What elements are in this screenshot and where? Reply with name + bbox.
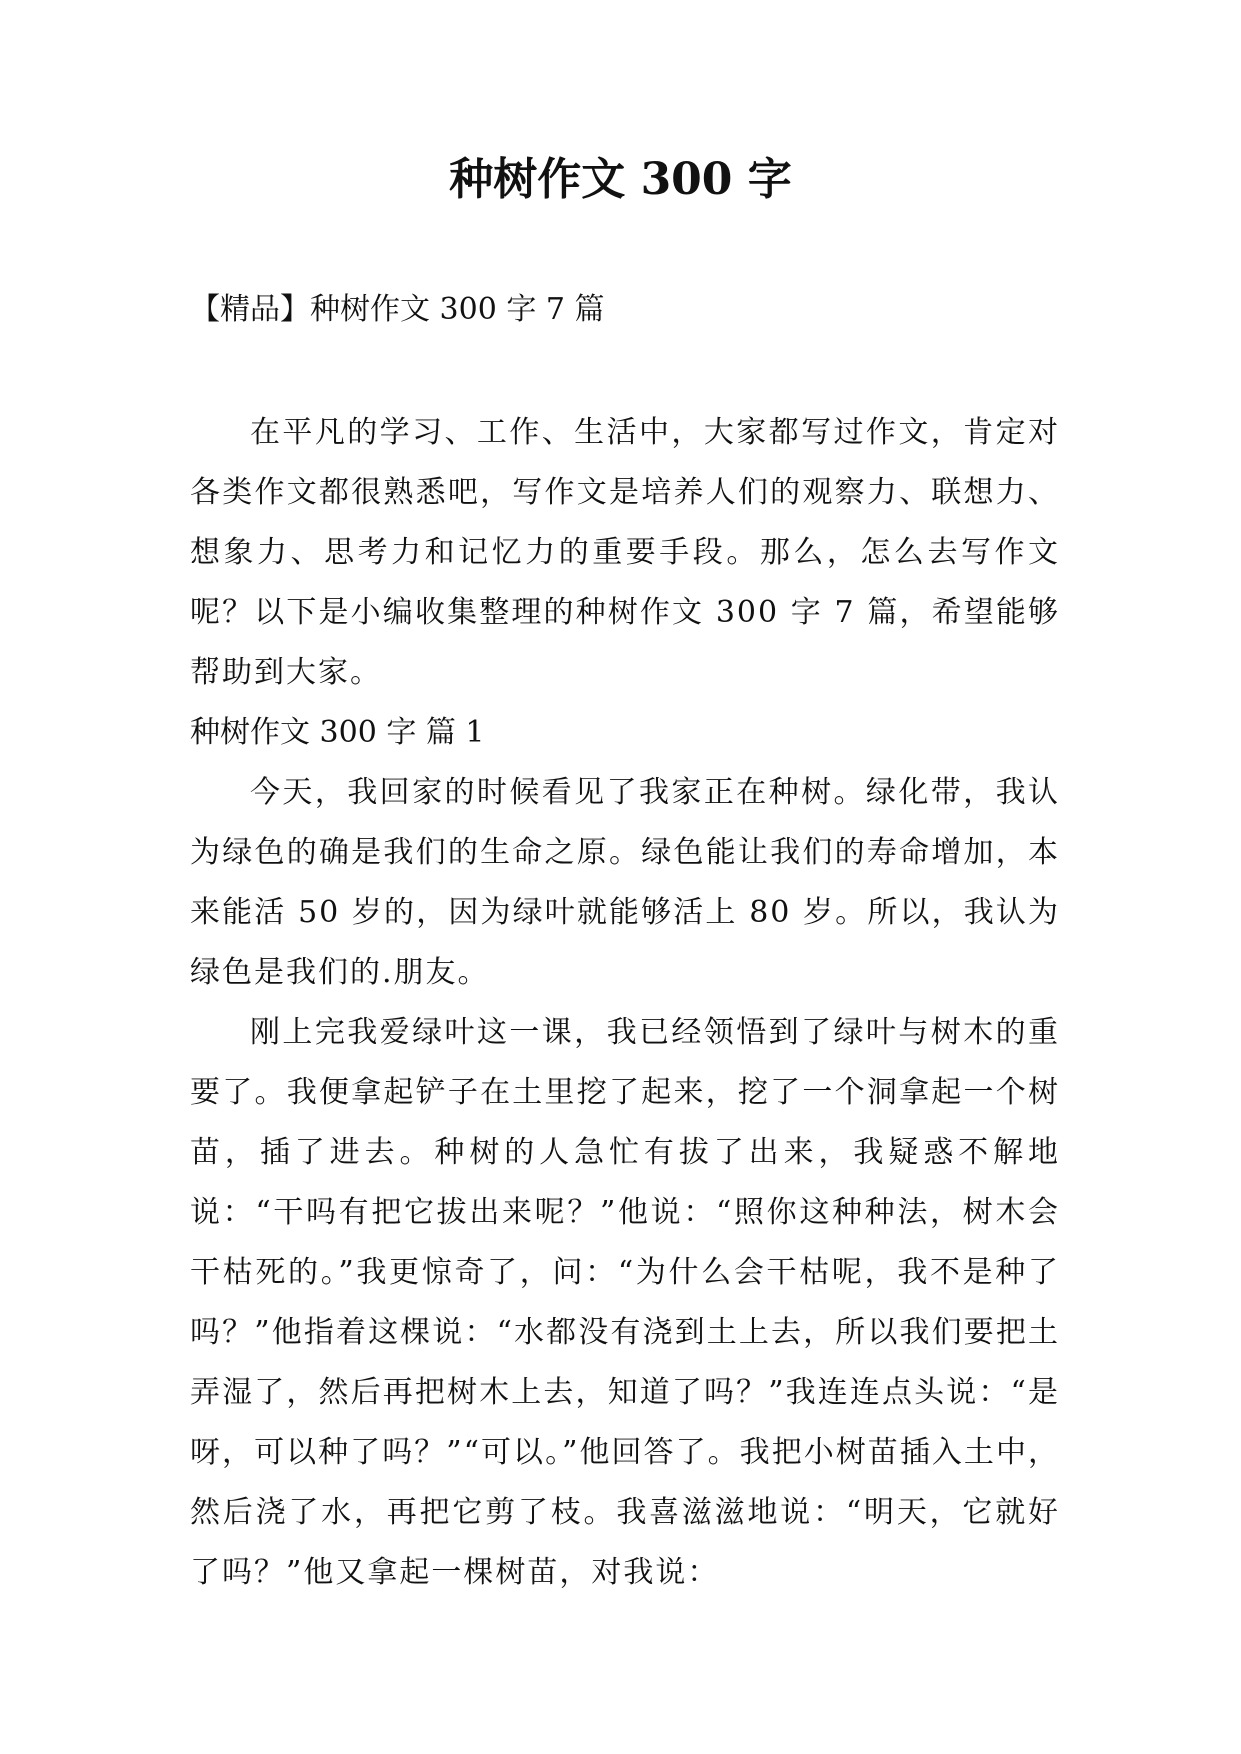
body-paragraph-2: 刚上完我爱绿叶这一课，我已经领悟到了绿叶与树木的重要了。我便拿起铲子在土里挖了起来，挖了一个洞拿起一个树苗，插了进去。种树的人急忙有拔了出来，我疑惑不解地说：“干吗有把它拔出来呢？”他说：“照你这种种法，树木会干枯死的。”我更惊奇了，问：“为什么会干枯呢，我不是种了吗？”他指着这棵说：“水都没有浇到土上去，所以我们要把土弄湿了，然后再把树木上去，知道了吗？”我连连点头说：“是呀，可以种了吗？”“可以。”他回答了。我把小树苗插入土中，然后浇了水，再把它剪了枝。我喜滋滋地说：“明天，它就好了吗？”他又拿起一棵树苗，对我说： (190, 1015, 1060, 1590)
section-heading: 种树作文 300 字 篇 1 (190, 715, 485, 750)
body-paragraph-1: 今天，我回家的时候看见了我家正在种树。绿化带，我认为绿色的确是我们的生命之原。绿色能让我们的寿命增加，本来能活 50 岁的，因为绿叶就能够活上 80 岁。所以，我认为绿色是我们的.朋友。 (190, 775, 1060, 990)
intro-paragraph: 在平凡的学习、工作、生活中，大家都写过作文，肯定对各类作文都很熟悉吧，写作文是培养人们的观察力、联想力、想象力、思考力和记忆力的重要手段。那么，怎么去写作文呢？以下是小编收集整理的种树作文 300 字 7 篇，希望能够帮助到大家。 (190, 415, 1060, 690)
document-title: 种树作文 300 字 (449, 154, 792, 205)
document-body (190, 403, 1060, 1603)
document-subtitle: 【精品】种树作文 300 字 7 篇 (190, 292, 605, 327)
